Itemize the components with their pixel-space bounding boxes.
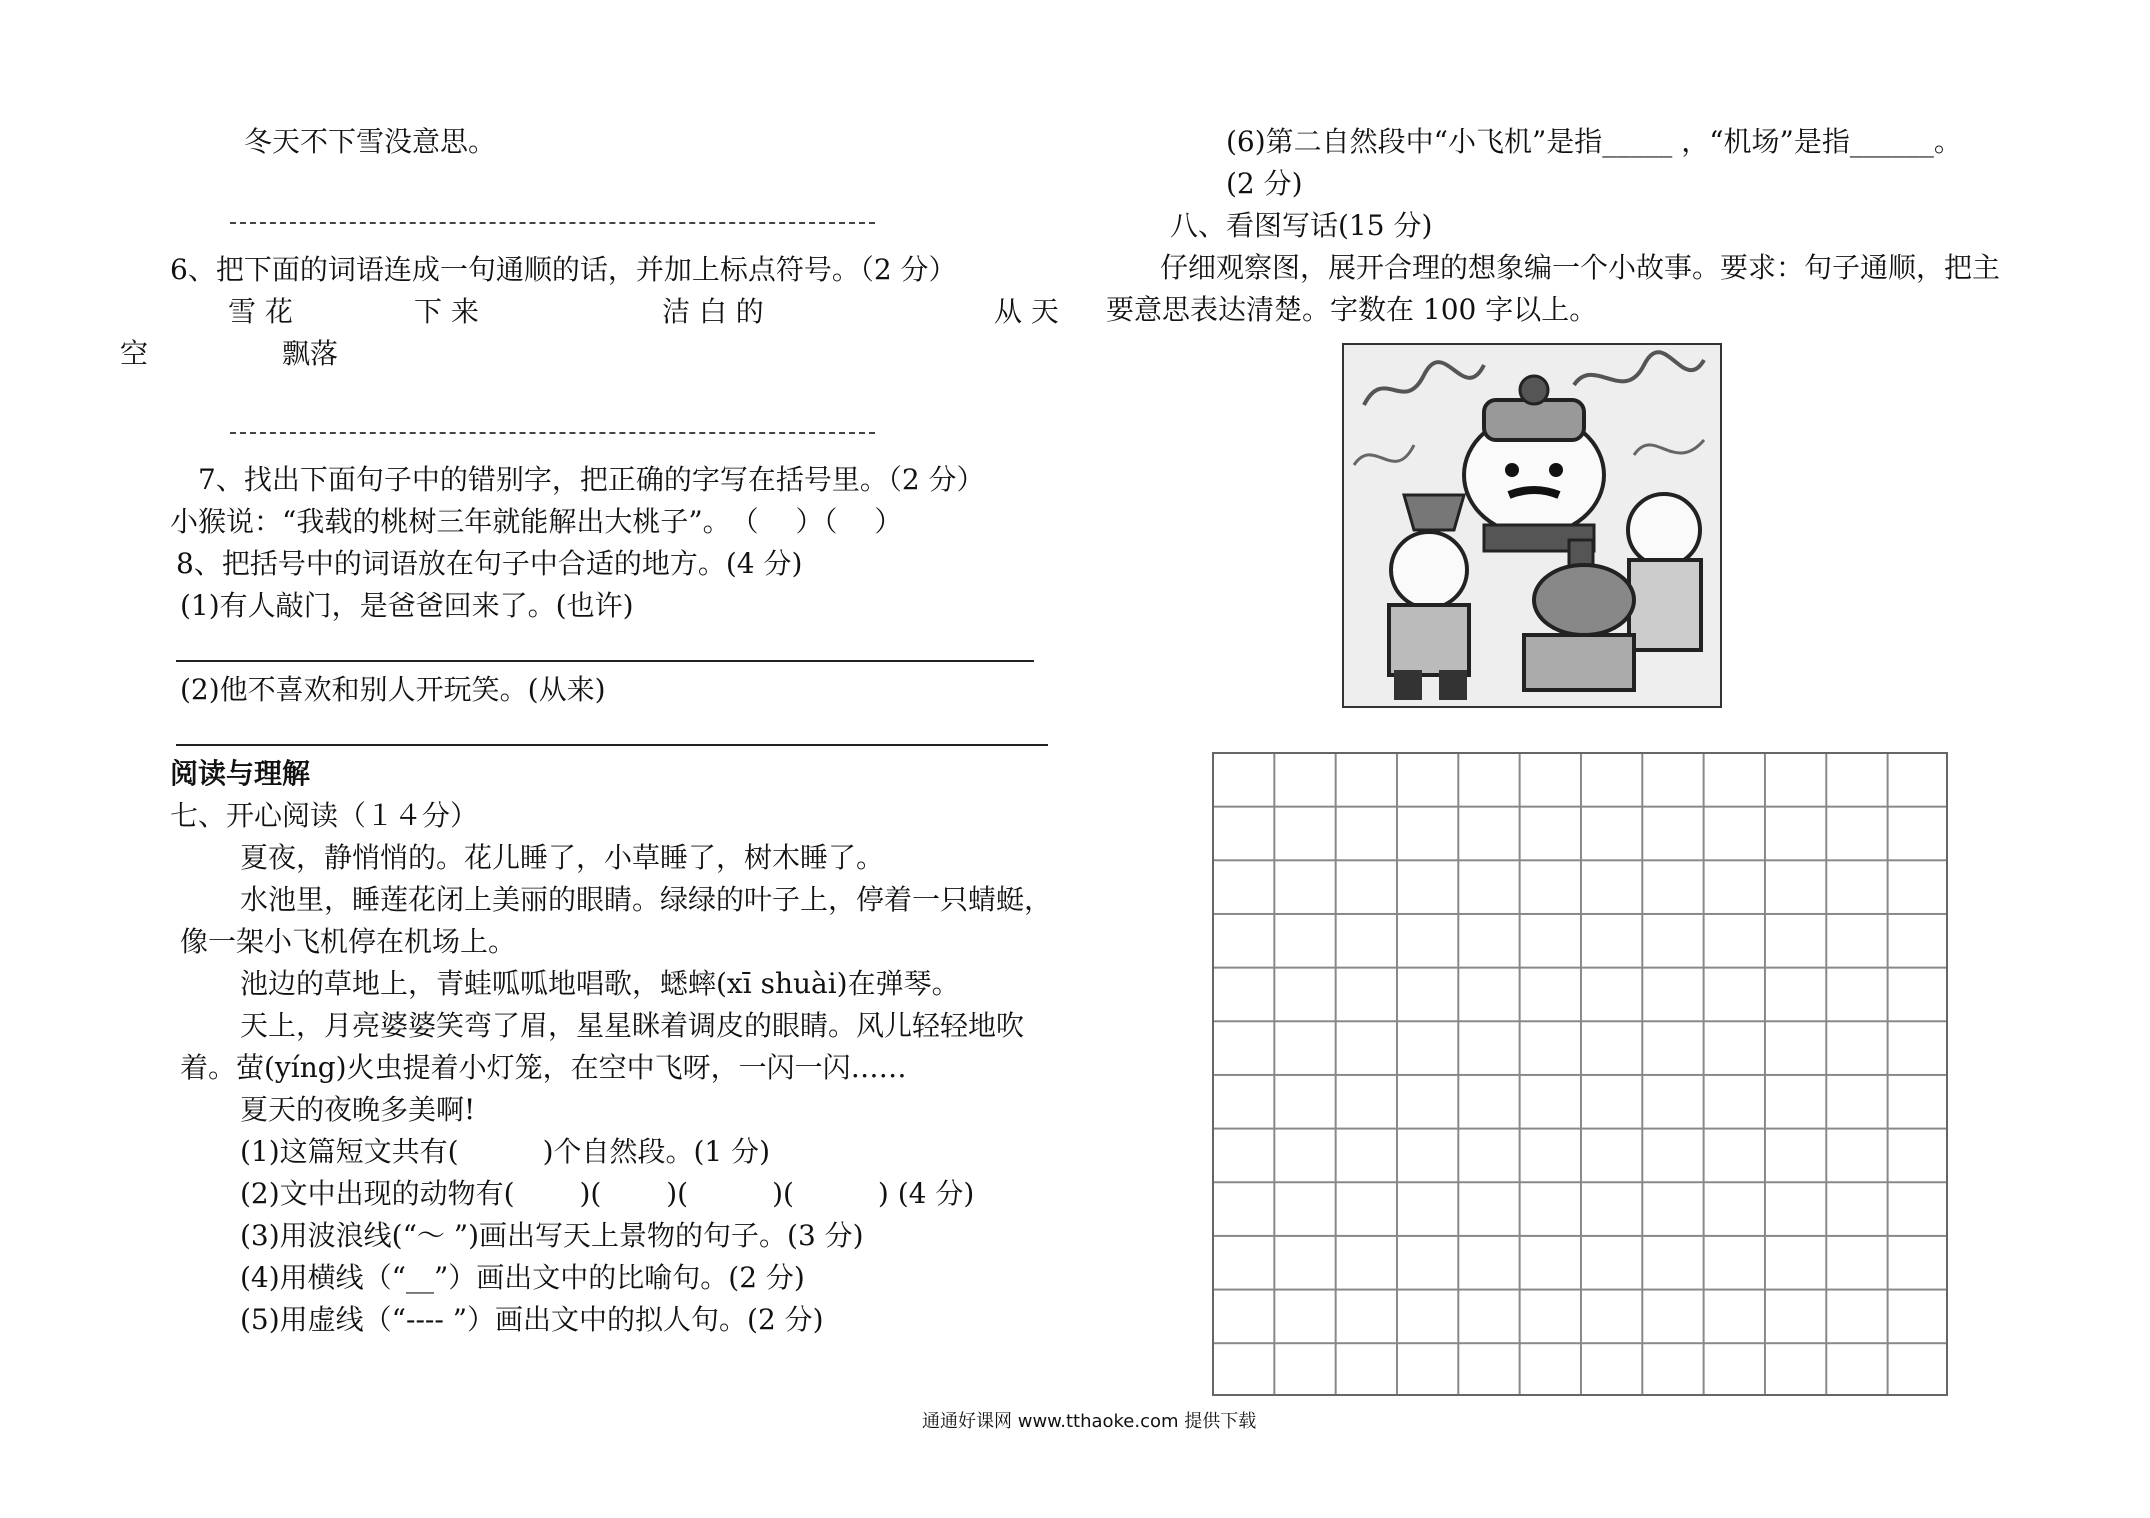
passage-line: 着。萤(yíng)火虫提着小灯笼，在空中飞呀，一闪一闪…… xyxy=(180,1051,907,1084)
sub-question: (4)用横线（“__”）画出文中的比喻句。(2 分) xyxy=(240,1261,805,1294)
answer-line xyxy=(230,222,875,224)
passage-line: 像一架小飞机停在机场上。 xyxy=(180,925,517,958)
word-3: 洁 白 的 xyxy=(662,295,764,328)
section-title: 阅读与理解 xyxy=(170,757,311,790)
passage-line: 池边的草地上，青蛙呱呱地唱歌，蟋蟀(xī shuài)在弹琴。 xyxy=(240,967,960,1000)
word-1: 雪 花 xyxy=(228,295,293,328)
answer-line-text: 冬天不下雪没意思。 xyxy=(244,125,497,158)
question-6-score: (2 分) xyxy=(1226,167,1303,200)
sub-question: (1)这篇短文共有( )个自然段。(1 分) xyxy=(240,1135,771,1168)
question-6: 6、把下面的词语连成一句通顺的话，并加上标点符号。（2 分） xyxy=(170,253,957,286)
answer-line xyxy=(176,744,1048,746)
sub-question: (2)文中出现的动物有( )( )( )( ) (4 分) xyxy=(240,1177,975,1210)
snowman-illustration-icon xyxy=(1344,345,1720,706)
instruction-line: 仔细观察图，展开合理的想象编一个小故事。要求：句子通顺，把主 xyxy=(1160,251,2001,284)
snowman-picture xyxy=(1342,343,1722,708)
sub-question: (3)用波浪线(“～ ”)画出写天上景物的句子。(3 分) xyxy=(240,1219,864,1252)
instruction-line: 要意思表达清楚。字数在 100 字以上。 xyxy=(1106,293,1598,326)
answer-line xyxy=(176,660,1034,662)
writing-grid[interactable] xyxy=(1212,752,1948,1396)
passage-line: 天上，月亮婆婆笑弯了眉，星星眯着调皮的眼睛。风儿轻轻地吹 xyxy=(240,1009,1025,1042)
word-2: 下 来 xyxy=(414,295,479,328)
reading-title: 七、开心阅读（１４分） xyxy=(170,799,479,832)
question-8-1: (1)有人敲门，是爸爸回来了。(也许) xyxy=(180,589,634,622)
word-4: 从 天 xyxy=(994,295,1059,328)
answer-line xyxy=(230,432,875,434)
question-8: 8、把括号中的词语放在句子中合适的地方。(4 分) xyxy=(176,547,803,580)
word-6: 飘落 xyxy=(282,337,339,370)
question-7: 7、找出下面句子中的错别字，把正确的字写在括号里。（2 分） xyxy=(198,463,985,496)
passage-line: 夏夜，静悄悄的。花儿睡了，小草睡了，树木睡了。 xyxy=(240,841,885,874)
passage-line: 夏天的夜晚多美啊! xyxy=(240,1093,476,1126)
question-8-2: (2)他不喜欢和别人开玩笑。(从来) xyxy=(180,673,606,706)
word-5: 空 xyxy=(120,337,149,370)
footer-text: 通通好课网 www.tthaoke.com 提供下载 xyxy=(922,1411,1257,1432)
question-8-right: 八、看图写话(15 分) xyxy=(1170,209,1433,242)
question-6-right: (6)第二自然段中“小飞机”是指_____ ，“机场”是指______。 xyxy=(1226,125,1962,158)
sub-question: (5)用虚线（“---- ”）画出文中的拟人句。(2 分) xyxy=(240,1303,824,1336)
passage-line: 水池里，睡莲花闭上美丽的眼睛。绿绿的叶子上，停着一只蜻蜓， xyxy=(240,883,1053,916)
question-7-sentence: 小猴说：“我载的桃树三年就能解出大桃子”。 （ ）（ ） xyxy=(170,505,903,538)
